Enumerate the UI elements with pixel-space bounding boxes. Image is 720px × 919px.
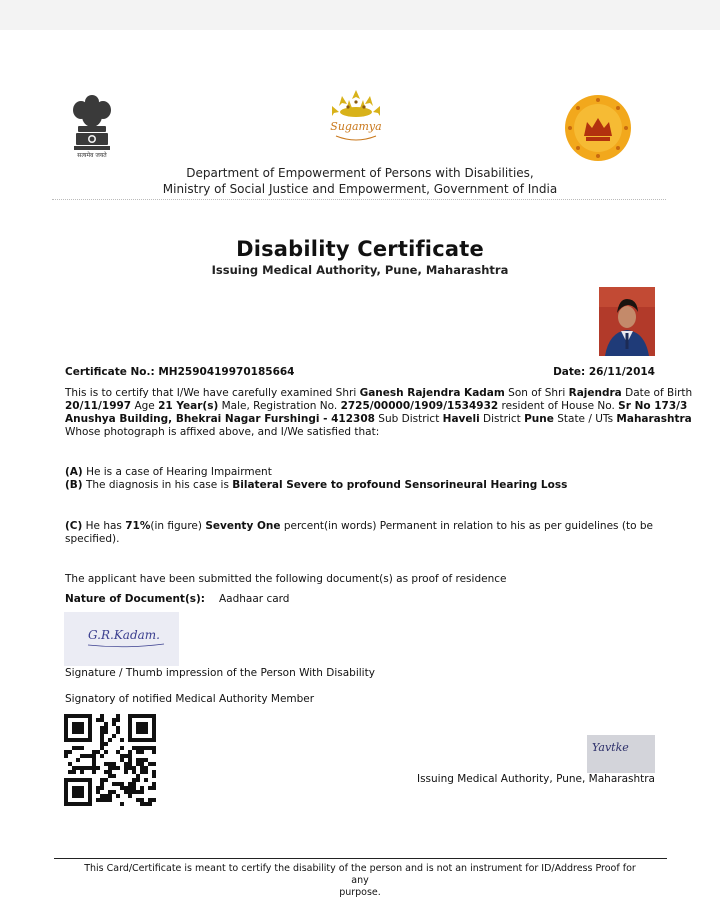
document-nature xyxy=(65,593,289,606)
father-name: Rajendra xyxy=(568,387,622,399)
item-c-line-1: (C) He has 71%(in figure) Seventy One percent(in words) Permanent in relation to his as per guidelines (to be xyxy=(65,520,653,532)
top-band xyxy=(0,0,720,30)
certificate-date xyxy=(553,366,655,379)
authority-signature: Yavtke xyxy=(592,741,629,754)
disability-percent: 71% xyxy=(125,520,151,532)
item-a: (A) He is a case of Hearing Impairment xyxy=(65,466,272,478)
applicant-photo xyxy=(599,287,655,356)
district: Pune xyxy=(524,413,554,425)
diagnosis: Bilateral Severe to profound Sensorineural Hearing Loss xyxy=(232,479,568,491)
paragraph-line-3: Anushya Building, Bhekrai Nagar Furshingi - 412308 Sub District Haveli District Pune State / UTs Maharashtra xyxy=(65,413,692,425)
applicant-signature: G.R.Kadam. xyxy=(88,628,160,642)
certificate-subtitle: Issuing Medical Authority, Pune, Maharashtra xyxy=(211,263,509,277)
sub-district: Haveli xyxy=(442,413,480,425)
department-line-2: Ministry of Social Justice and Empowerment, Government of India xyxy=(162,182,558,196)
applicant-name: Ganesh Rajendra Kadam xyxy=(359,387,505,399)
item-c-line-2: specified). xyxy=(65,533,120,545)
state-seal-icon xyxy=(564,94,632,162)
qr-code xyxy=(64,714,156,806)
document-value: Aadhaar card xyxy=(219,593,290,605)
emblem-caption: सत्यमेव जयते xyxy=(77,152,107,159)
paragraph-line-4: Whose photograph is affixed above, and I/We satisfied that: xyxy=(65,426,380,438)
item-b: (B) The diagnosis in his case is Bilateral Severe to profound Sensorineural Hearing Loss xyxy=(65,479,568,491)
sugamya-logo-icon xyxy=(322,88,390,150)
disability-percent-words: Seventy One xyxy=(205,520,281,532)
department-line-1: Department of Empowerment of Persons with Disabilities, xyxy=(186,166,534,180)
footer-line-1: This Card/Certificate is meant to certify the disability of the person and is not an instrument for ID/Address Proof for any xyxy=(84,863,636,886)
authority-caption: Issuing Medical Authority, Pune, Maharashtra xyxy=(416,773,655,785)
applicant-signature-caption: Signature / Thumb impression of the Person With Disability xyxy=(65,667,375,679)
date-of-birth: 20/11/1997 xyxy=(65,400,132,412)
residence-proof-text: The applicant have been submitted the following document(s) as proof of residence xyxy=(65,573,507,585)
registration-number: 2725/00000/1909/1534932 xyxy=(340,400,499,412)
document-label: Nature of Document(s): xyxy=(65,593,205,605)
date-label: Date: xyxy=(553,366,586,378)
house-number: Sr No 173/3 xyxy=(618,400,688,412)
date-value: 26/11/2014 xyxy=(588,366,655,378)
address: Anushya Building, Bhekrai Nagar Furshingi - 412308 xyxy=(65,413,375,425)
certificate-number xyxy=(65,366,295,379)
footer-disclaimer xyxy=(80,863,640,899)
sugamya-logo-text: Sugamya xyxy=(330,120,382,133)
certificate-number-label: Certificate No.: xyxy=(65,366,155,378)
state: Maharashtra xyxy=(616,413,692,425)
footer-divider xyxy=(54,858,667,859)
header-divider xyxy=(52,199,666,200)
paragraph-line-2: 20/11/1997 Age 21 Year(s) Male, Registration No. 2725/00000/1909/1534932 resident of House No. Sr No 173/3 xyxy=(65,400,688,412)
footer-line-2: purpose. xyxy=(339,887,381,898)
paragraph-line-1: This is to certify that I/We have carefully examined Shri Ganesh Rajendra Kadam Son of Shri Rajendra Date of Birth xyxy=(65,387,693,399)
certificate-title: Disability Certificate xyxy=(236,237,484,261)
age: 21 Year(s) xyxy=(158,400,219,412)
signature-underline xyxy=(86,642,166,648)
certificate-number-value: MH2590419970185664 xyxy=(158,366,295,378)
signatory-line: Signatory of notified Medical Authority Member xyxy=(65,693,315,705)
